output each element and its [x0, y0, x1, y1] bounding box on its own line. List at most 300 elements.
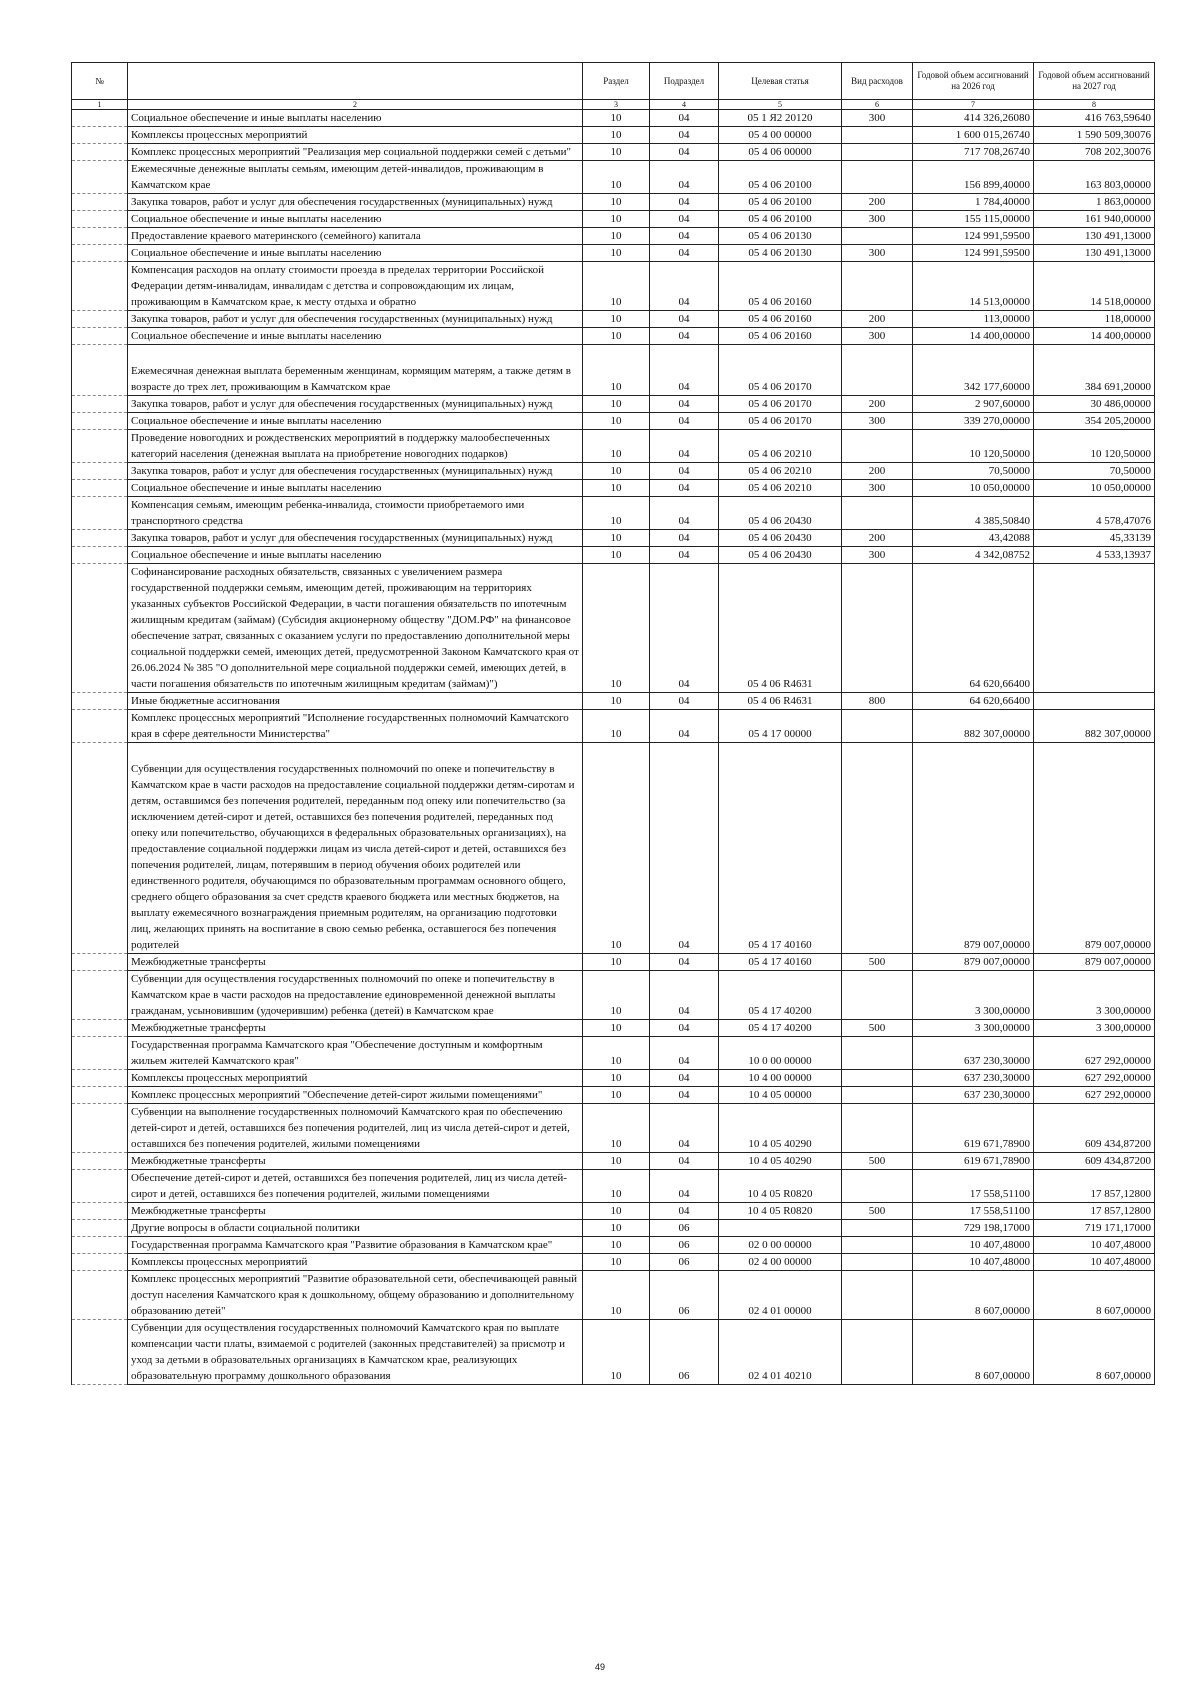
podrazdel-cell: 06 [650, 1254, 719, 1271]
column-number: 4 [650, 100, 719, 110]
column-number: 6 [842, 100, 913, 110]
razdel-cell: 10 [583, 345, 650, 396]
table-row [72, 194, 1155, 211]
razdel-cell: 10 [583, 194, 650, 211]
row-number-cell [72, 971, 128, 1020]
table-row [72, 345, 1155, 396]
target-article-cell: 05 4 06 20130 [719, 245, 842, 262]
row-number-cell [72, 497, 128, 530]
target-article-cell: 05 4 06 R4631 [719, 564, 842, 693]
amount-2026-cell: 10 407,48000 [913, 1237, 1034, 1254]
amount-2026-cell: 70,50000 [913, 463, 1034, 480]
header-name [128, 63, 583, 100]
amount-2027-cell: 17 857,12800 [1034, 1203, 1155, 1220]
target-article-cell: 10 4 05 40290 [719, 1153, 842, 1170]
amount-2026-cell: 14 400,00000 [913, 328, 1034, 345]
podrazdel-cell: 04 [650, 396, 719, 413]
row-number-cell [72, 194, 128, 211]
column-number: 5 [719, 100, 842, 110]
podrazdel-cell: 04 [650, 480, 719, 497]
amount-2026-cell: 414 326,26080 [913, 110, 1034, 127]
target-article-cell: 05 4 06 00000 [719, 144, 842, 161]
target-article-cell: 05 4 06 20430 [719, 547, 842, 564]
amount-2026-cell: 8 607,00000 [913, 1320, 1034, 1385]
amount-2026-cell: 17 558,51100 [913, 1170, 1034, 1203]
expense-type-cell: 500 [842, 1153, 913, 1170]
razdel-cell: 10 [583, 1220, 650, 1237]
podrazdel-cell: 06 [650, 1220, 719, 1237]
amount-2027-cell: 10 120,50000 [1034, 430, 1155, 463]
razdel-cell: 10 [583, 497, 650, 530]
target-article-cell: 05 4 17 40200 [719, 1020, 842, 1037]
item-name-cell: Ежемесячная денежная выплата беременным женщинам, кормящим матерям, а также детям в возрасте до трех лет, проживающим в Камчатском крае [128, 345, 583, 396]
razdel-cell: 10 [583, 1203, 650, 1220]
target-article-cell: 05 4 06 20430 [719, 530, 842, 547]
row-number-cell [72, 530, 128, 547]
expense-type-cell [842, 345, 913, 396]
razdel-cell: 10 [583, 1237, 650, 1254]
table-row [72, 971, 1155, 1020]
razdel-cell: 10 [583, 413, 650, 430]
podrazdel-cell: 06 [650, 1237, 719, 1254]
razdel-cell: 10 [583, 245, 650, 262]
item-name-cell: Другие вопросы в области социальной политики [128, 1220, 583, 1237]
item-name-cell: Субвенции для осуществления государственных полномочий по опеке и попечительству в Камчатском крае в части расходов на предоставление социальной поддержки детям-сиротам и детям, оставшимся без попечения родителей, переданным под опеку или попечительство (за исключением детей-сирот и детей, оставшихся без попечения родителей, переданных под опеку или попечительство, обучающихся в федеральных образовательных организациях), на предоставление социальной поддержки лицам из числа детей-сирот и детей, оставшихся без попечения родителей, лицам, потерявшим в период обучения обоих родителей или единственного родителя, обучающимся по образовательным программам основного общего, среднего общего образования за счет средств краевого бюджета или местных бюджетов, на выплату ежемесячного вознаграждения приемным родителям, на организацию подготовки лиц, желающих принять на воспитание в свою семью ребенка, оставшегося без попечения родителей [128, 743, 583, 954]
table-row [72, 1271, 1155, 1320]
table-row [72, 530, 1155, 547]
table-row [72, 161, 1155, 194]
expense-type-cell: 300 [842, 413, 913, 430]
razdel-cell: 10 [583, 262, 650, 311]
row-number-cell [72, 1104, 128, 1153]
amount-2027-cell: 879 007,00000 [1034, 743, 1155, 954]
podrazdel-cell: 04 [650, 1170, 719, 1203]
podrazdel-cell: 04 [650, 971, 719, 1020]
item-name-cell: Субвенции для осуществления государственных полномочий по опеке и попечительству в Камчатском крае в части расходов на предоставление единовременной денежной выплаты гражданам, усыновившим (удочерившим) ребенка (детей) в Камчатском крае [128, 971, 583, 1020]
amount-2027-cell: 627 292,00000 [1034, 1087, 1155, 1104]
item-name-cell: Компенсация семьям, имеющим ребенка-инвалида, стоимости приобретаемого ими транспортного средства [128, 497, 583, 530]
header-volume-2026: Годовой объем ассигнований на 2026 год [913, 63, 1034, 100]
row-number-cell [72, 161, 128, 194]
amount-2026-cell: 1 784,40000 [913, 194, 1034, 211]
amount-2026-cell: 729 198,17000 [913, 1220, 1034, 1237]
target-article-cell: 05 4 06 20100 [719, 161, 842, 194]
podrazdel-cell: 04 [650, 530, 719, 547]
budget-table-sheet [71, 62, 1154, 1385]
row-number-cell [72, 954, 128, 971]
razdel-cell: 10 [583, 1087, 650, 1104]
amount-2027-cell: 130 491,13000 [1034, 245, 1155, 262]
expense-type-cell [842, 1070, 913, 1087]
amount-2026-cell: 3 300,00000 [913, 1020, 1034, 1037]
item-name-cell: Субвенции для осуществления государственных полномочий Камчатского края по выплате компенсации части платы, взимаемой с родителей (законных представителей) за присмотр и уход за детьми в образовательных организациях в Камчатском крае, реализующих образовательную программу дошкольного образования [128, 1320, 583, 1385]
podrazdel-cell: 04 [650, 328, 719, 345]
amount-2027-cell: 3 300,00000 [1034, 1020, 1155, 1037]
row-number-cell [72, 430, 128, 463]
row-number-cell [72, 1271, 128, 1320]
table-row [72, 954, 1155, 971]
item-name-cell: Государственная программа Камчатского края "Развитие образования в Камчатском крае" [128, 1237, 583, 1254]
amount-2027-cell: 30 486,00000 [1034, 396, 1155, 413]
row-number-cell [72, 345, 128, 396]
item-name-cell: Субвенции на выполнение государственных полномочий Камчатского края по обеспечению детей-сирот и детей, оставшихся без попечения родителей, лиц из числа детей-сирот и детей, оставшихся без попечения родителей, жилыми помещениями [128, 1104, 583, 1153]
amount-2027-cell: 4 578,47076 [1034, 497, 1155, 530]
row-number-cell [72, 262, 128, 311]
table-row [72, 144, 1155, 161]
target-article-cell: 02 4 01 40210 [719, 1320, 842, 1385]
table-row [72, 1070, 1155, 1087]
podrazdel-cell: 04 [650, 1087, 719, 1104]
expense-type-cell [842, 1320, 913, 1385]
expense-type-cell [842, 1104, 913, 1153]
amount-2027-cell: 879 007,00000 [1034, 954, 1155, 971]
expense-type-cell: 300 [842, 480, 913, 497]
amount-2027-cell [1034, 564, 1155, 693]
expense-type-cell: 200 [842, 530, 913, 547]
podrazdel-cell: 04 [650, 1020, 719, 1037]
amount-2026-cell: 10 120,50000 [913, 430, 1034, 463]
row-number-cell [72, 1254, 128, 1271]
expense-type-cell: 500 [842, 1020, 913, 1037]
target-article-cell: 05 4 06 20170 [719, 396, 842, 413]
amount-2027-cell: 627 292,00000 [1034, 1070, 1155, 1087]
item-name-cell: Закупка товаров, работ и услуг для обеспечения государственных (муниципальных) нужд [128, 194, 583, 211]
row-number-cell [72, 144, 128, 161]
amount-2026-cell: 1 600 015,26740 [913, 127, 1034, 144]
podrazdel-cell: 04 [650, 194, 719, 211]
table-row [72, 262, 1155, 311]
table-row [72, 564, 1155, 693]
row-number-cell [72, 547, 128, 564]
target-article-cell: 10 0 00 00000 [719, 1037, 842, 1070]
header-target-article: Целевая статья [719, 63, 842, 100]
item-name-cell: Иные бюджетные ассигнования [128, 693, 583, 710]
amount-2026-cell: 619 671,78900 [913, 1104, 1034, 1153]
expense-type-cell [842, 262, 913, 311]
amount-2026-cell: 17 558,51100 [913, 1203, 1034, 1220]
amount-2027-cell: 3 300,00000 [1034, 971, 1155, 1020]
amount-2027-cell: 17 857,12800 [1034, 1170, 1155, 1203]
amount-2027-cell: 70,50000 [1034, 463, 1155, 480]
item-name-cell: Комплексы процессных мероприятий [128, 1254, 583, 1271]
target-article-cell: 05 4 06 20130 [719, 228, 842, 245]
expense-type-cell: 200 [842, 194, 913, 211]
amount-2026-cell: 10 050,00000 [913, 480, 1034, 497]
item-name-cell: Комплекс процессных мероприятий "Реализация мер социальной поддержки семей с детьми" [128, 144, 583, 161]
column-number: 7 [913, 100, 1034, 110]
row-number-cell [72, 110, 128, 127]
row-number-cell [72, 743, 128, 954]
table-row [72, 245, 1155, 262]
column-number: 2 [128, 100, 583, 110]
podrazdel-cell: 04 [650, 710, 719, 743]
expense-type-cell: 200 [842, 396, 913, 413]
item-name-cell: Социальное обеспечение и иные выплаты населению [128, 547, 583, 564]
row-number-cell [72, 328, 128, 345]
podrazdel-cell: 04 [650, 743, 719, 954]
item-name-cell: Комплекс процессных мероприятий "Развитие образовательной сети, обеспечивающей равный доступ населения Камчатского края к дошкольному, общему образованию и дополнительному образованию детей" [128, 1271, 583, 1320]
amount-2026-cell: 4 385,50840 [913, 497, 1034, 530]
table-row [72, 497, 1155, 530]
row-number-cell [72, 1203, 128, 1220]
target-article-cell [719, 1220, 842, 1237]
target-article-cell: 10 4 05 00000 [719, 1087, 842, 1104]
amount-2026-cell: 342 177,60000 [913, 345, 1034, 396]
expense-type-cell [842, 971, 913, 1020]
item-name-cell: Софинансирование расходных обязательств, связанных с увеличением размера государственной поддержки семьям, имеющим детей, проживающим на территориях указанных субъектов Российской Федерации, в части погашения обязательств по ипотечным жилищным кредитам (займам) (Субсидия акционерному обществу "ДОМ.РФ" на финансовое обеспечение затрат, связанных с оказанием услуги по предоставлению дополнительной меры социальной поддержки семей, имеющих детей, предусмотренной Законом Камчатского края от 26.06.2024 № 385 "О дополнительной мере социальной поддержки семей, имеющих детей, в части погашения обязательств по ипотечным жилищным кредитам (займам)") [128, 564, 583, 693]
amount-2026-cell: 637 230,30000 [913, 1087, 1034, 1104]
amount-2026-cell: 882 307,00000 [913, 710, 1034, 743]
target-article-cell: 05 1 Я2 20120 [719, 110, 842, 127]
razdel-cell: 10 [583, 430, 650, 463]
target-article-cell: 05 4 06 20170 [719, 413, 842, 430]
expense-type-cell [842, 564, 913, 693]
row-number-cell [72, 245, 128, 262]
table-row [72, 396, 1155, 413]
podrazdel-cell: 04 [650, 1037, 719, 1070]
amount-2026-cell: 113,00000 [913, 311, 1034, 328]
table-row [72, 1020, 1155, 1037]
amount-2027-cell [1034, 693, 1155, 710]
column-number: 3 [583, 100, 650, 110]
amount-2027-cell: 130 491,13000 [1034, 228, 1155, 245]
target-article-cell: 10 4 05 R0820 [719, 1170, 842, 1203]
amount-2027-cell: 416 763,59640 [1034, 110, 1155, 127]
amount-2027-cell: 708 202,30076 [1034, 144, 1155, 161]
amount-2026-cell: 64 620,66400 [913, 693, 1034, 710]
row-number-cell [72, 228, 128, 245]
razdel-cell: 10 [583, 396, 650, 413]
header-podrazdel: Подраздел [650, 63, 719, 100]
amount-2027-cell: 118,00000 [1034, 311, 1155, 328]
row-number-cell [72, 1320, 128, 1385]
row-number-cell [72, 1087, 128, 1104]
target-article-cell: 05 4 06 R4631 [719, 693, 842, 710]
expense-type-cell [842, 710, 913, 743]
table-row [72, 463, 1155, 480]
razdel-cell: 10 [583, 1254, 650, 1271]
razdel-cell: 10 [583, 743, 650, 954]
amount-2027-cell: 8 607,00000 [1034, 1320, 1155, 1385]
amount-2026-cell: 64 620,66400 [913, 564, 1034, 693]
column-number-row [72, 100, 1155, 110]
target-article-cell: 05 4 06 20170 [719, 345, 842, 396]
item-name-cell: Межбюджетные трансферты [128, 954, 583, 971]
item-name-cell: Ежемесячные денежные выплаты семьям, имеющим детей-инвалидов, проживающим в Камчатском крае [128, 161, 583, 194]
table-row [72, 1153, 1155, 1170]
column-number: 1 [72, 100, 128, 110]
amount-2026-cell: 14 513,00000 [913, 262, 1034, 311]
amount-2026-cell: 879 007,00000 [913, 743, 1034, 954]
target-article-cell: 10 4 00 00000 [719, 1070, 842, 1087]
table-row [72, 547, 1155, 564]
row-number-cell [72, 1020, 128, 1037]
amount-2027-cell: 163 803,00000 [1034, 161, 1155, 194]
podrazdel-cell: 04 [650, 693, 719, 710]
expense-type-cell [842, 1254, 913, 1271]
expense-type-cell [842, 430, 913, 463]
razdel-cell: 10 [583, 971, 650, 1020]
item-name-cell: Комплексы процессных мероприятий [128, 1070, 583, 1087]
razdel-cell: 10 [583, 1104, 650, 1153]
razdel-cell: 10 [583, 1020, 650, 1037]
row-number-cell [72, 1070, 128, 1087]
table-header-row [72, 63, 1155, 100]
podrazdel-cell: 06 [650, 1320, 719, 1385]
podrazdel-cell: 04 [650, 1070, 719, 1087]
table-row [72, 311, 1155, 328]
razdel-cell: 10 [583, 127, 650, 144]
amount-2027-cell: 10 407,48000 [1034, 1254, 1155, 1271]
amount-2026-cell: 4 342,08752 [913, 547, 1034, 564]
target-article-cell: 05 4 17 40200 [719, 971, 842, 1020]
row-number-cell [72, 396, 128, 413]
header-razdel: Раздел [583, 63, 650, 100]
expense-type-cell [842, 1220, 913, 1237]
item-name-cell: Закупка товаров, работ и услуг для обеспечения государственных (муниципальных) нужд [128, 530, 583, 547]
podrazdel-cell: 04 [650, 463, 719, 480]
expense-type-cell [842, 1037, 913, 1070]
expense-type-cell: 200 [842, 463, 913, 480]
expense-type-cell [842, 144, 913, 161]
expense-type-cell [842, 228, 913, 245]
item-name-cell: Социальное обеспечение и иные выплаты населению [128, 480, 583, 497]
row-number-cell [72, 1153, 128, 1170]
podrazdel-cell: 04 [650, 497, 719, 530]
expense-type-cell: 300 [842, 211, 913, 228]
target-article-cell: 05 4 06 20210 [719, 430, 842, 463]
item-name-cell: Социальное обеспечение и иные выплаты населению [128, 211, 583, 228]
amount-2027-cell: 8 607,00000 [1034, 1271, 1155, 1320]
table-row [72, 480, 1155, 497]
amount-2027-cell: 4 533,13937 [1034, 547, 1155, 564]
podrazdel-cell: 04 [650, 430, 719, 463]
expense-type-cell [842, 1271, 913, 1320]
podrazdel-cell: 04 [650, 1104, 719, 1153]
amount-2026-cell: 8 607,00000 [913, 1271, 1034, 1320]
item-name-cell: Государственная программа Камчатского края "Обеспечение доступным и комфортным жильем жителей Камчатского края" [128, 1037, 583, 1070]
amount-2026-cell: 339 270,00000 [913, 413, 1034, 430]
razdel-cell: 10 [583, 530, 650, 547]
amount-2027-cell: 609 434,87200 [1034, 1153, 1155, 1170]
podrazdel-cell: 04 [650, 311, 719, 328]
podrazdel-cell: 04 [650, 127, 719, 144]
amount-2027-cell: 609 434,87200 [1034, 1104, 1155, 1153]
item-name-cell: Комплекс процессных мероприятий "Обеспечение детей-сирот жилыми помещениями" [128, 1087, 583, 1104]
table-row [72, 211, 1155, 228]
razdel-cell: 10 [583, 161, 650, 194]
expense-type-cell: 800 [842, 693, 913, 710]
razdel-cell: 10 [583, 1070, 650, 1087]
item-name-cell: Закупка товаров, работ и услуг для обеспечения государственных (муниципальных) нужд [128, 396, 583, 413]
target-article-cell: 02 4 00 00000 [719, 1254, 842, 1271]
target-article-cell: 05 4 06 20210 [719, 480, 842, 497]
expense-type-cell: 300 [842, 328, 913, 345]
podrazdel-cell: 04 [650, 1203, 719, 1220]
razdel-cell: 10 [583, 1153, 650, 1170]
expense-type-cell [842, 1170, 913, 1203]
table-row [72, 743, 1155, 954]
amount-2027-cell: 354 205,20000 [1034, 413, 1155, 430]
amount-2027-cell: 161 940,00000 [1034, 211, 1155, 228]
razdel-cell: 10 [583, 110, 650, 127]
target-article-cell: 10 4 05 R0820 [719, 1203, 842, 1220]
expense-type-cell: 500 [842, 954, 913, 971]
row-number-cell [72, 127, 128, 144]
table-row [72, 1087, 1155, 1104]
razdel-cell: 10 [583, 463, 650, 480]
table-row [72, 110, 1155, 127]
expense-type-cell [842, 1087, 913, 1104]
target-article-cell: 02 4 01 00000 [719, 1271, 842, 1320]
razdel-cell: 10 [583, 564, 650, 693]
expense-type-cell [842, 497, 913, 530]
row-number-cell [72, 1170, 128, 1203]
amount-2026-cell: 10 407,48000 [913, 1254, 1034, 1271]
razdel-cell: 10 [583, 693, 650, 710]
item-name-cell: Межбюджетные трансферты [128, 1020, 583, 1037]
amount-2026-cell: 124 991,59500 [913, 228, 1034, 245]
row-number-cell [72, 1037, 128, 1070]
item-name-cell: Межбюджетные трансферты [128, 1203, 583, 1220]
podrazdel-cell: 04 [650, 245, 719, 262]
target-article-cell: 05 4 06 20160 [719, 262, 842, 311]
row-number-cell [72, 480, 128, 497]
razdel-cell: 10 [583, 547, 650, 564]
table-row [72, 1037, 1155, 1070]
amount-2026-cell: 124 991,59500 [913, 245, 1034, 262]
razdel-cell: 10 [583, 1170, 650, 1203]
table-row [72, 1104, 1155, 1153]
target-article-cell: 05 4 17 40160 [719, 743, 842, 954]
podrazdel-cell: 04 [650, 1153, 719, 1170]
podrazdel-cell: 04 [650, 211, 719, 228]
target-article-cell: 05 4 06 20210 [719, 463, 842, 480]
expense-type-cell [842, 161, 913, 194]
podrazdel-cell: 04 [650, 954, 719, 971]
amount-2027-cell: 627 292,00000 [1034, 1037, 1155, 1070]
podrazdel-cell: 04 [650, 110, 719, 127]
table-row [72, 228, 1155, 245]
table-row [72, 1320, 1155, 1385]
header-volume-2027: Годовой объем ассигнований на 2027 год [1034, 63, 1155, 100]
row-number-cell [72, 564, 128, 693]
row-number-cell [72, 693, 128, 710]
expense-type-cell: 300 [842, 110, 913, 127]
expense-type-cell [842, 127, 913, 144]
podrazdel-cell: 04 [650, 564, 719, 693]
amount-2027-cell: 384 691,20000 [1034, 345, 1155, 396]
razdel-cell: 10 [583, 480, 650, 497]
expense-type-cell: 300 [842, 547, 913, 564]
amount-2026-cell: 155 115,00000 [913, 211, 1034, 228]
amount-2026-cell: 637 230,30000 [913, 1037, 1034, 1070]
target-article-cell: 05 4 06 20160 [719, 311, 842, 328]
table-row [72, 127, 1155, 144]
item-name-cell: Межбюджетные трансферты [128, 1153, 583, 1170]
row-number-cell [72, 710, 128, 743]
expense-type-cell: 200 [842, 311, 913, 328]
amount-2027-cell: 45,33139 [1034, 530, 1155, 547]
amount-2027-cell: 10 407,48000 [1034, 1237, 1155, 1254]
target-article-cell: 05 4 00 00000 [719, 127, 842, 144]
amount-2027-cell: 1 590 509,30076 [1034, 127, 1155, 144]
row-number-cell [72, 463, 128, 480]
razdel-cell: 10 [583, 710, 650, 743]
table-body [72, 110, 1155, 1385]
podrazdel-cell: 04 [650, 413, 719, 430]
razdel-cell: 10 [583, 328, 650, 345]
